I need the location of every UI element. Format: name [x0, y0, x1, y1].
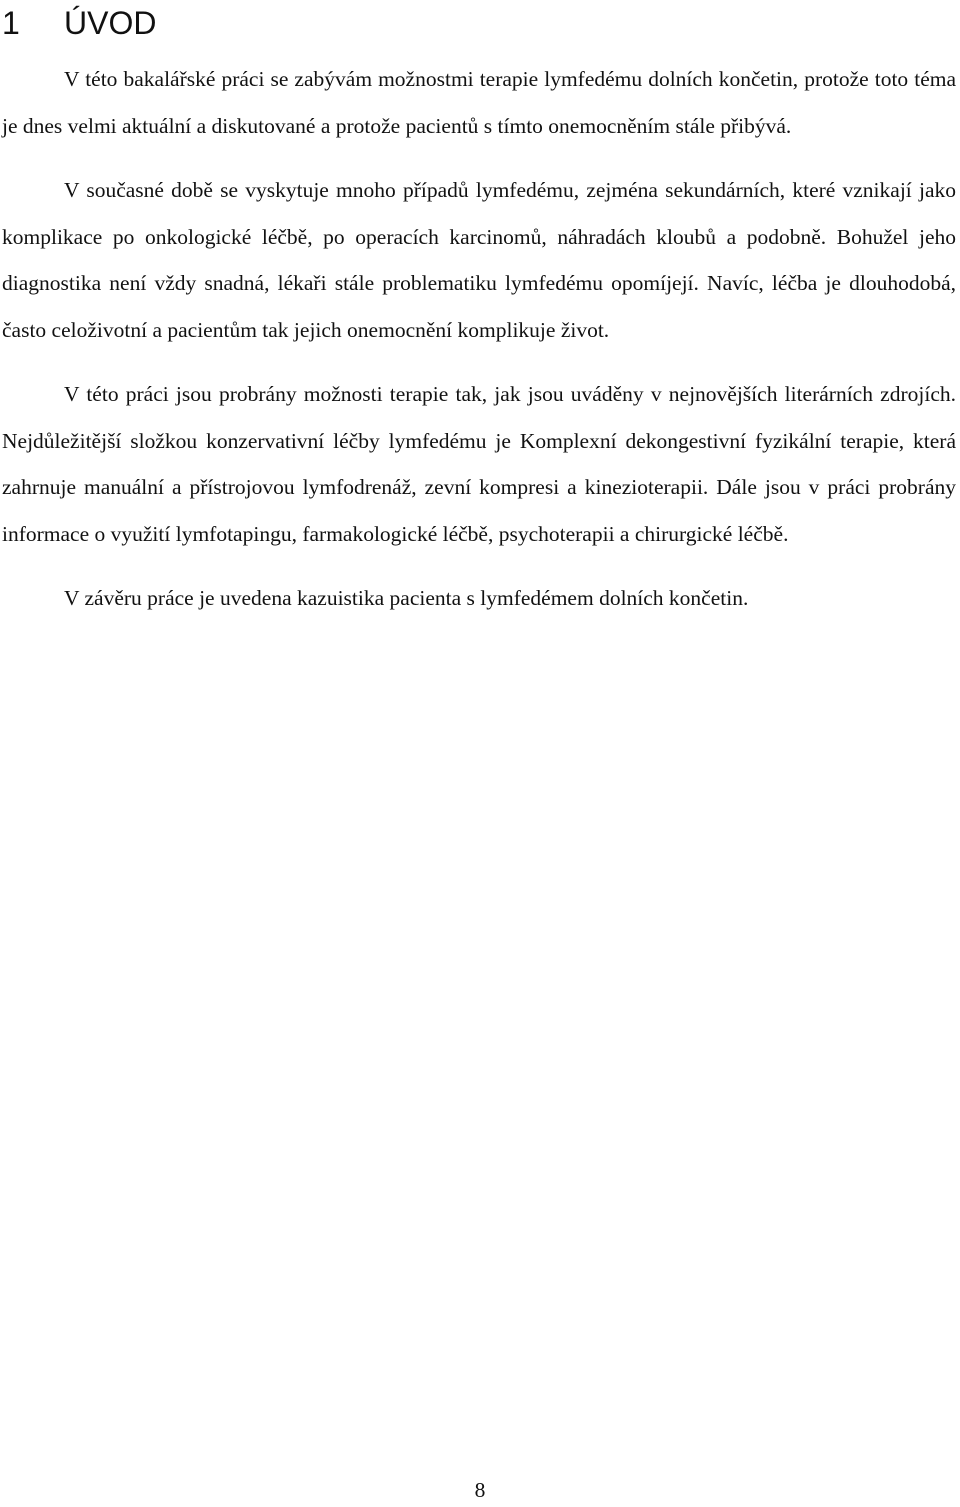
chapter-title: ÚVOD	[64, 5, 157, 41]
paragraph-intro: V této bakalářské práci se zabývám možnostmi terapie lymfedému dolních končetin, protože toto téma je dnes velmi aktuální a diskutované a protože pacientů s tímto onemocněním stále přibývá.	[2, 67, 956, 138]
paragraph-conclusion: V závěru práce je uvedena kazuistika pacienta s lymfedémem dolních končetin.	[64, 586, 749, 610]
paragraph-current-state: V současné době se vyskytuje mnoho případů lymfedému, zejména sekundárních, které vznikají jako komplikace po onkologické léčbě, po operacích karcinomů, náhradách kloubů a podobně. Bohužel jeho diagnostika není vždy snadná, lékaři stále problematiku lymfedému opomíjejí. Navíc, léčba je dlouhodobá, často celoživotní a pacientům tak jejich onemocnění komplikuje život.	[2, 178, 956, 342]
chapter-number: 1	[2, 5, 20, 41]
paragraph-therapy-options: V této práci jsou probrány možnosti terapie tak, jak jsou uváděny v nejnovějších literárních zdrojích. Nejdůležitější složkou konzervativní léčby lymfedému je Komplexní dekongestivní fyzikální terapie, která zahrnuje manuální a přístrojovou lymfodrenáž, zevní kompresi a kinezioterapii. Dále jsou v práci probrány informace o využití lymfotapingu, farmakologické léčbě, psychoterapii a chirurgické léčbě.	[2, 382, 956, 546]
body-text	[2, 56, 956, 622]
chapter-heading	[2, 0, 156, 46]
page-number: 8	[474, 1478, 486, 1502]
